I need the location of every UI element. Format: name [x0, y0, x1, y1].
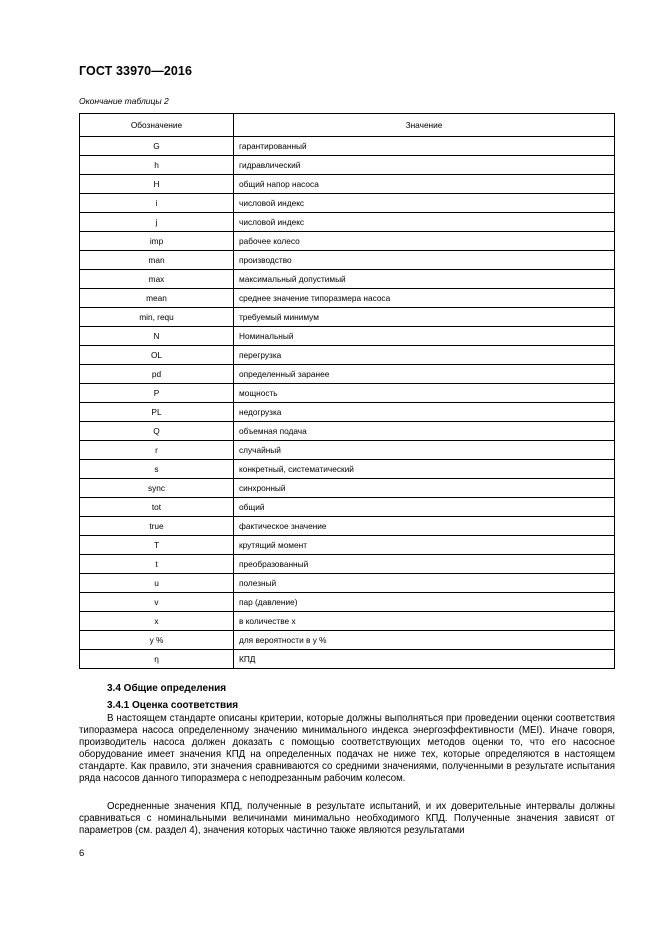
table-row — [80, 308, 615, 327]
meaning-cell: КПД — [234, 650, 615, 669]
body-paragraph-1: В настоящем стандарте описаны критерии, которые должны выполняться при проведении оценки соответствия типоразмера насоса определенному значению минимального индекса энергоэффективности (MEI). Иначе говоря, производитель насоса должен доказать с помощью соответствующих методов оценки то, что его насосное оборудование имеет значения КПД на определенных подачах не ниже тех, которые определяются в настоящем стандарте. Как правило, эти значения сравниваются со средними значениями, полученными в результате испытания ряда насосов данного типоразмера с неподрезанным рабочим колесом. — [79, 713, 615, 785]
symbol-cell: N — [80, 327, 234, 346]
symbol-cell: Q — [80, 422, 234, 441]
meaning-cell: конкретный, систематический — [234, 460, 615, 479]
table-row — [80, 289, 615, 308]
meaning-cell: недогрузка — [234, 403, 615, 422]
table-row — [80, 650, 615, 669]
symbol-cell: h — [80, 156, 234, 175]
table-row — [80, 479, 615, 498]
table-caption: Окончание таблицы 2 — [79, 96, 169, 106]
meaning-cell: общий напор насоса — [234, 175, 615, 194]
symbol-cell: max — [80, 270, 234, 289]
meaning-cell: пар (давление) — [234, 593, 615, 612]
table-row — [80, 384, 615, 403]
table-row — [80, 441, 615, 460]
table-row — [80, 593, 615, 612]
symbol-cell: P — [80, 384, 234, 403]
meaning-cell: числовой индекс — [234, 194, 615, 213]
table-row — [80, 251, 615, 270]
meaning-cell: крутящий момент — [234, 536, 615, 555]
meaning-cell: в количестве x — [234, 612, 615, 631]
column-header-symbol: Обозначение — [80, 114, 234, 137]
table-row — [80, 612, 615, 631]
symbol-cell: j — [80, 213, 234, 232]
symbol-cell: y % — [80, 631, 234, 650]
meaning-cell: среднее значение типоразмера насоса — [234, 289, 615, 308]
meaning-cell: гарантированный — [234, 137, 615, 156]
table-row — [80, 555, 615, 574]
symbol-cell: true — [80, 517, 234, 536]
table-row — [80, 213, 615, 232]
symbol-cell: T — [80, 536, 234, 555]
meaning-cell: для вероятности в y % — [234, 631, 615, 650]
meaning-cell: общий — [234, 498, 615, 517]
symbol-cell: r — [80, 441, 234, 460]
symbol-cell: G — [80, 137, 234, 156]
symbol-cell: pd — [80, 365, 234, 384]
symbol-cell: H — [80, 175, 234, 194]
table-row — [80, 346, 615, 365]
table-row — [80, 175, 615, 194]
meaning-cell: фактическое значение — [234, 517, 615, 536]
meaning-cell: преобразованный — [234, 555, 615, 574]
subsection-heading: 3.4.1 Оценка соответствия — [107, 700, 239, 711]
symbol-cell: imp — [80, 232, 234, 251]
page-number: 6 — [79, 848, 85, 859]
meaning-cell: числовой индекс — [234, 213, 615, 232]
section-heading: 3.4 Общие определения — [107, 683, 227, 694]
meaning-cell: синхронный — [234, 479, 615, 498]
symbol-cell: t — [80, 555, 234, 574]
meaning-cell: мощность — [234, 384, 615, 403]
symbol-cell: min, requ — [80, 308, 234, 327]
symbol-cell: η — [80, 650, 234, 669]
table-row — [80, 137, 615, 156]
symbol-cell: s — [80, 460, 234, 479]
table-row — [80, 517, 615, 536]
table-row — [80, 631, 615, 650]
symbol-cell: x — [80, 612, 234, 631]
table-row — [80, 327, 615, 346]
meaning-cell: полезный — [234, 574, 615, 593]
meaning-cell: определенный заранее — [234, 365, 615, 384]
meaning-cell: производство — [234, 251, 615, 270]
symbol-cell: u — [80, 574, 234, 593]
symbol-cell: OL — [80, 346, 234, 365]
document-code: ГОСТ 33970—2016 — [79, 64, 193, 78]
symbol-cell: PL — [80, 403, 234, 422]
symbol-cell: v — [80, 593, 234, 612]
table-row — [80, 498, 615, 517]
symbol-cell: tot — [80, 498, 234, 517]
table-row — [80, 232, 615, 251]
table-row — [80, 194, 615, 213]
table-row — [80, 574, 615, 593]
meaning-cell: перегрузка — [234, 346, 615, 365]
symbol-cell: mean — [80, 289, 234, 308]
table-header-row — [80, 114, 615, 137]
symbol-cell: sync — [80, 479, 234, 498]
table-row — [80, 536, 615, 555]
symbol-cell: i — [80, 194, 234, 213]
table-row — [80, 460, 615, 479]
table-row — [80, 156, 615, 175]
meaning-cell: гидравлический — [234, 156, 615, 175]
meaning-cell: случайный — [234, 441, 615, 460]
table-row — [80, 365, 615, 384]
symbols-table — [79, 113, 615, 669]
meaning-cell: требуемый минимум — [234, 308, 615, 327]
column-header-meaning: Значение — [234, 114, 615, 137]
symbol-cell: man — [80, 251, 234, 270]
table-row — [80, 422, 615, 441]
meaning-cell: максимальный допустимый — [234, 270, 615, 289]
table-row — [80, 270, 615, 289]
meaning-cell: объемная подача — [234, 422, 615, 441]
body-paragraph-2: Осредненные значения КПД, полученные в результате испытаний, и их доверительные интервалы должны сравниваться с номинальными величинами минимально необходимого КПД. Полученные значения зависят от параметров (см. раздел 4), значения которых частично также являются результатами — [79, 801, 615, 837]
meaning-cell: Номинальный — [234, 327, 615, 346]
table-row — [80, 403, 615, 422]
meaning-cell: рабочее колесо — [234, 232, 615, 251]
table-body — [80, 137, 615, 669]
